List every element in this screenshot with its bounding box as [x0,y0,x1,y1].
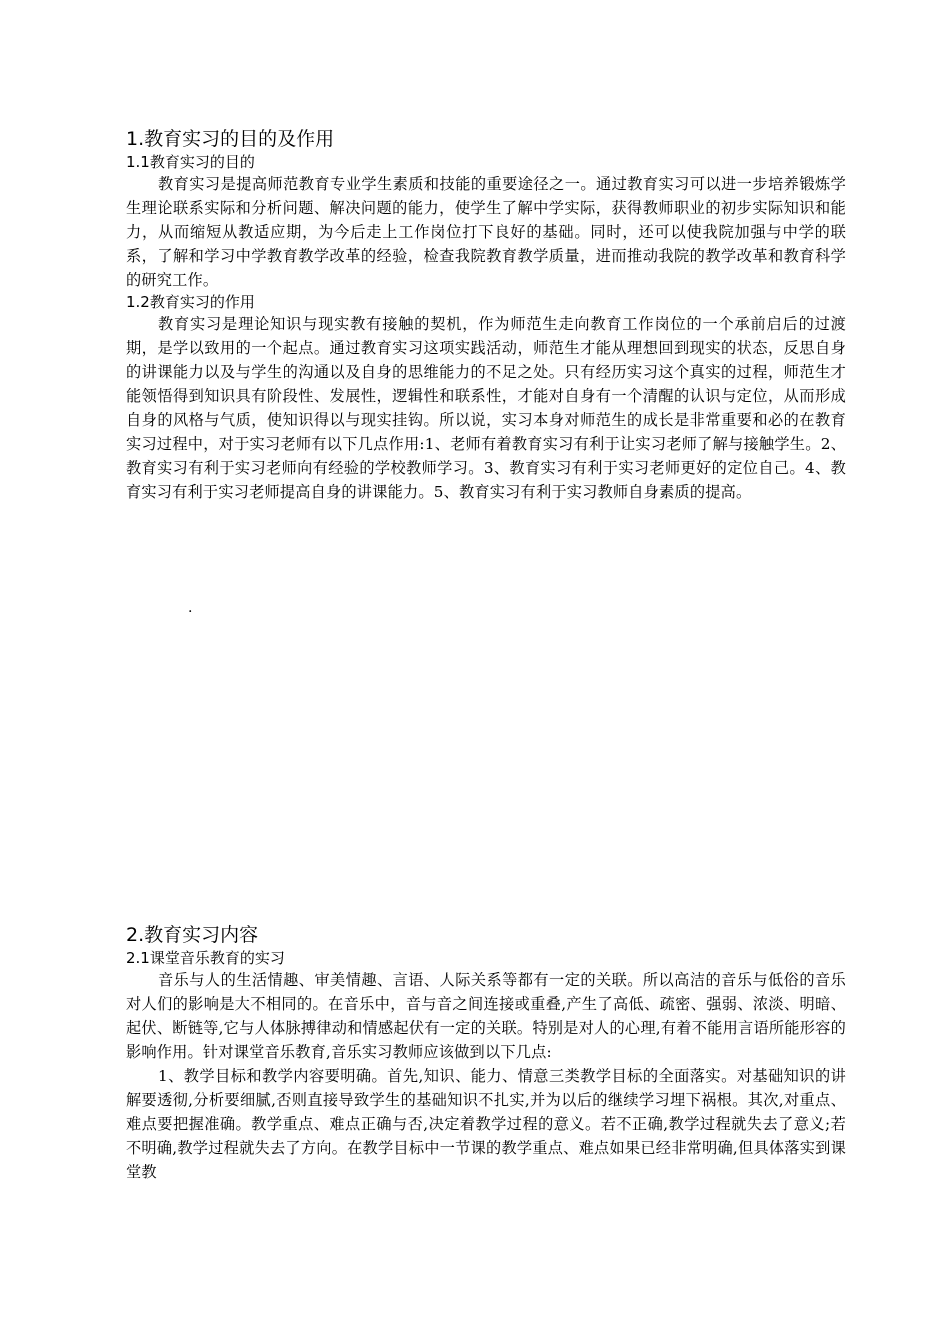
subsection-1-1-paragraph: 教育实习是提高师范教育专业学生素质和技能的重要途径之一。通过教育实习可以进一步培养锻炼学生理论联系实际和分析问题、解决问题的能力，使学生了解中学实际，获得教师职业的初步实际知识和能力，从而缩短从教适应期，为今后走上工作岗位打下良好的基础。同时，还可以使我院加强与中学的联系，了解和学习中学教育教学改革的经验，检查我院教育教学质量，进而推动我院的教学改革和教育科学的研究工作。 [126,175,846,289]
subsection-2-1-heading: 2.1课堂音乐教育的实习 [126,949,285,967]
subsection-2-1-paragraph-1: 音乐与人的生活情趣、审美情趣、言语、人际关系等都有一定的关联。所以高洁的音乐与低俗的音乐对人们的影响是大不相同的。在音乐中，音与音之间连接或重叠,产生了高低、疏密、强弱、浓淡、明暗、起伏、断链等,它与人体脉搏律动和情感起伏有一定的关联。特别是对人的心理,有着不能用言语所能形容的影响作用。针对课堂音乐教育,音乐实习教师应该做到以下几点: [126,971,846,1061]
subsection-1-1-heading: 1.1教育实习的目的 [126,153,255,171]
subsection-2-1-paragraph-2: 1、教学目标和教学内容要明确。首先,知识、能力、情意三类教学目标的全面落实。对基础知识的讲解要透彻,分析要细腻,否则直接导致学生的基础知识不扎实,并为以后的继续学习埋下祸根。其次,对重点、难点要把握准确。教学重点、难点正确与否,决定着教学过程的意义。若不正确,教学过程就失去了意义;若不明确,教学过程就失去了方向。在教学目标中一节课的教学重点、难点如果已经非常明确,但具体落实到课堂教 [126,1067,846,1181]
subsection-1-2-paragraph: 教育实习是理论知识与现实教有接触的契机，作为师范生走向教育工作岗位的一个承前启后的过渡期，是学以致用的一个起点。通过教育实习这项实践活动，师范生才能从理想回到现实的状态，反思自身的讲课能力以及与学生的沟通以及自身的思维能力的不足之处。只有经历实习这个真实的过程，师范生才能领悟得到知识具有阶段性、发展性，逻辑性和联系性，才能对自身有一个清醒的认识与定位，从而形成自身的风格与气质，使知识得以与现实挂钩。所以说，实习本身对师范生的成长是非常重要和必的在教育实习过程中，对于实习老师有以下几点作用:1、老师有着教育实习有利于让实习老师了解与接触学生。2、教育实习有利于实习老师向有经验的学校教师学习。3、教育实习有利于实习老师更好的定位自己。4、教育实习有利于实习老师提高自身的讲课能力。5、教育实习有利于实习教师自身素质的提高。 [126,315,846,501]
section-1-heading: 1.教育实习的目的及作用 [126,128,335,150]
separator-dot: . [188,600,193,616]
section-2-heading: 2.教育实习内容 [126,924,259,946]
section-purpose [126,126,846,504]
subsection-1-2-heading: 1.2教育实习的作用 [126,293,255,311]
section-content [126,922,846,1184]
